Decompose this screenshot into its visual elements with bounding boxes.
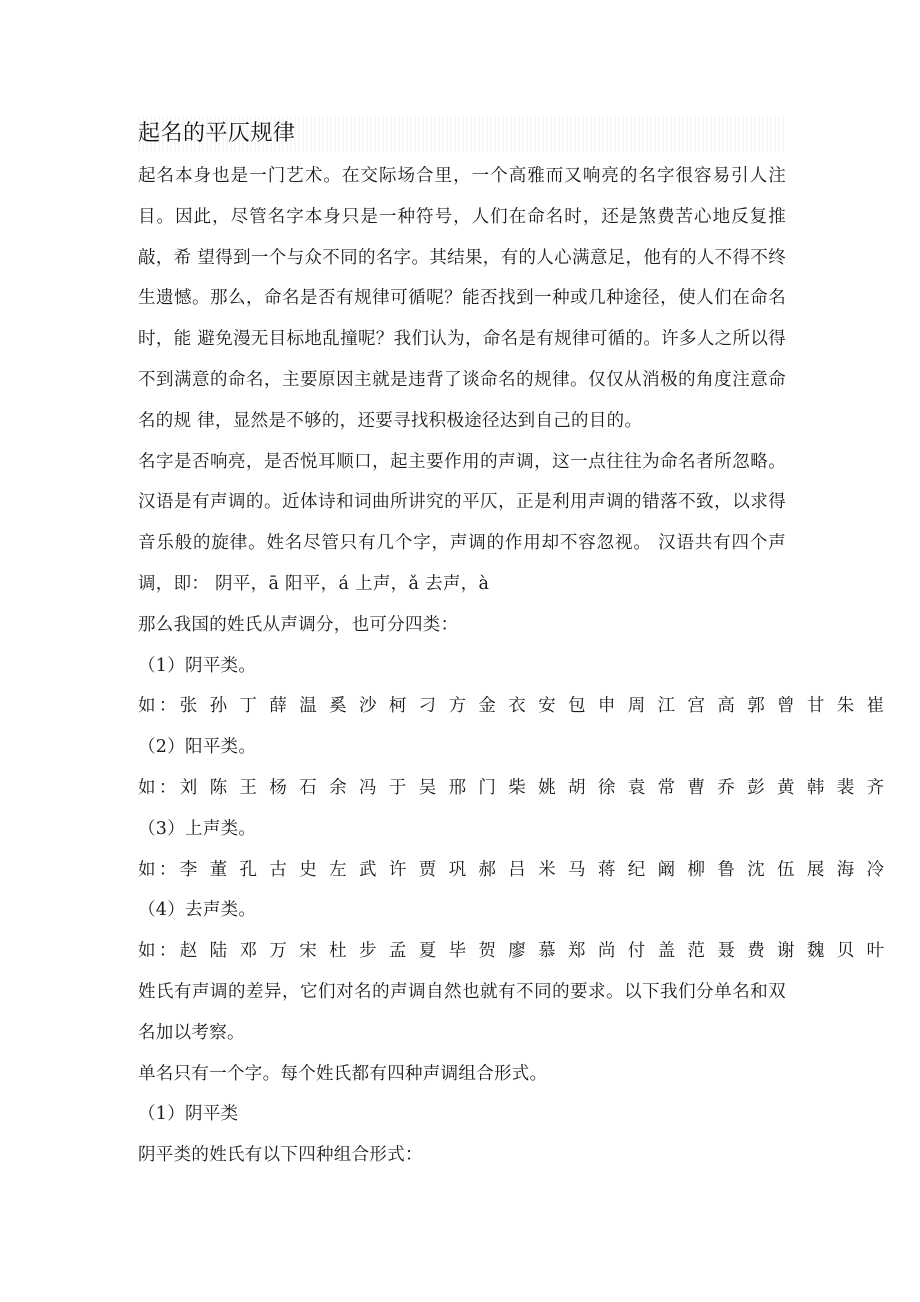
subsection-heading-yinping: （1）阴平类	[138, 1104, 239, 1125]
category-heading-yangping: （2）阳平类。	[138, 737, 257, 758]
category-examples-shangsheng: 如：李 董 孔 古 史 左 武 许 贾 巩 郝 吕 米 马 蒋 纪 阚 柳 鲁 沈 伍 展 海 冷	[138, 859, 888, 880]
category-heading-qusheng: （4）去声类。	[138, 900, 257, 921]
subsection-intro-yinping: 阴平类的姓氏有以下四种组合形式：	[138, 1145, 423, 1166]
document-body	[138, 156, 888, 1176]
category-heading-shangsheng: （3）上声类。	[138, 818, 257, 839]
page-title: 起名的平仄规律	[138, 121, 296, 146]
category-heading-yinping: （1）阴平类。	[138, 655, 257, 676]
paragraph-single-name: 单名只有一个字。每个姓氏都有四种声调组合形式。	[138, 1063, 548, 1084]
category-examples-qusheng: 如：赵 陆 邓 万 宋 杜 步 孟 夏 毕 贺 廖 慕 郑 尚 付 盖 范 聂 费 谢 魏 贝 叶	[138, 941, 888, 962]
category-examples-yangping: 如：刘 陈 王 杨 石 余 冯 于 吴 邢 门 柴 姚 胡 徐 袁 常 曹 乔 彭 黄 韩 裴 齐	[138, 777, 888, 798]
paragraph-tones: 名字是否响亮，是否悦耳顺口，起主要作用的声调，这一点往往为命名者所忽略。汉语是有声调的。近体诗和词曲所讲究的平仄，正是利用声调的错落不致，以求得音乐般的旋律。姓名尽管只有几个字，声调的作用却不容忽视。 汉语共有四个声调，即： 阴平，ā 阳平，á 上声，ǎ 去声，à	[138, 451, 786, 594]
paragraph-intro: 起名本身也是一门艺术。在交际场合里，一个高雅而又响亮的名字很容易引人注目。因此，尽管名字本身只是一种符号，人们在命名时，还是煞费苦心地反复推敲，希 望得到一个与众不同的名字。其结果，有的人心满意足，他有的人不得不终生遗憾。那么，命名是否有规律可循呢？能否找到一种或几种途径，使人们在命名时，能 避免漫无目标地乱撞呢？我们认为，命名是有规律可循的。许多人之所以得不到满意的命名，主要原因主就是违背了谈命名的规律。仅仅从消极的角度注意命名的规 律，显然是不够的，还要寻找积极途径达到自己的目的。	[138, 166, 786, 431]
category-examples-yinping: 如：张 孙 丁 薛 温 奚 沙 柯 刁 方 金 衣 安 包 申 周 江 宫 高 郭 曾 甘 朱 崔	[138, 696, 888, 717]
paragraph-tone-difference: 姓氏有声调的差异，它们对名的声调自然也就有不同的要求。以下我们分单名和双名加以考察。	[138, 981, 786, 1043]
surname-classification-intro: 那么我国的姓氏从声调分，也可分四类：	[138, 614, 459, 635]
